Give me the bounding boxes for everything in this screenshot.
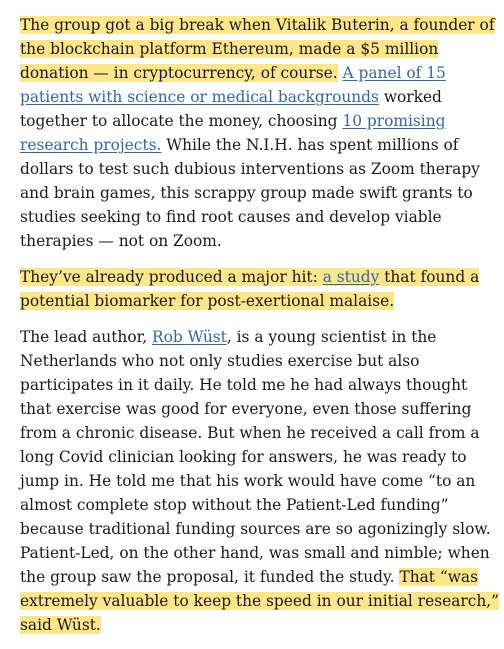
study-link[interactable]: a study xyxy=(322,268,380,286)
paragraph-buterin-donation xyxy=(20,13,502,253)
research-projects-link[interactable]: 10 promising research projects. xyxy=(20,112,446,154)
paragraph-text: The lead author, xyxy=(20,328,153,346)
paragraph-major-hit xyxy=(20,265,502,313)
paragraph-text: , is a young scientist in the Netherlands who not only studies exercise but also participates in it daily. He told me he had always thought that exercise was good for everyone, even those suffering from a chronic disease. But when he received a call from a long Covid clinician looking for answers, he was ready to jump in. He told me that his work would have come “to an almost complete stop without the Patient-Led funding” because traditional funding sources are so agonizingly slow. Patient-Led, on the other hand, was small and nimble; when the group saw the proposal, it funded the study. xyxy=(20,328,491,586)
article-body xyxy=(20,13,502,649)
highlighted-text[interactable] xyxy=(20,268,479,310)
highlighted-text[interactable]: The group got a big break when Vitalik Buterin, a founder of the blockchain platform Ethereum, made a $5 million donation — in cryptocurrency, of course. xyxy=(20,16,495,82)
patient-panel-link[interactable]: A panel of 15 patients with science or medical backgrounds xyxy=(20,64,446,106)
paragraph-text: worked together to allocate the money, choosing xyxy=(20,88,442,130)
highlighted-text-part: They’ve already produced a major hit: xyxy=(20,268,323,286)
paragraph-text: While the N.I.H. has spent millions of dollars to test such dubious interventions as Zoom therapy and brain games, this scrappy group made swift grants to studies seeking to find root causes and develop viable therapies — not on Zoom. xyxy=(20,136,480,250)
paragraph-rob-wust xyxy=(20,325,502,637)
rob-wust-link[interactable]: Rob Wüst xyxy=(152,328,227,346)
highlighted-text-part: that found a potential biomarker for post-exertional malaise. xyxy=(20,268,480,310)
highlighted-text[interactable]: That “was extremely valuable to keep the speed in our initial research,” said Wüst. xyxy=(20,568,500,634)
